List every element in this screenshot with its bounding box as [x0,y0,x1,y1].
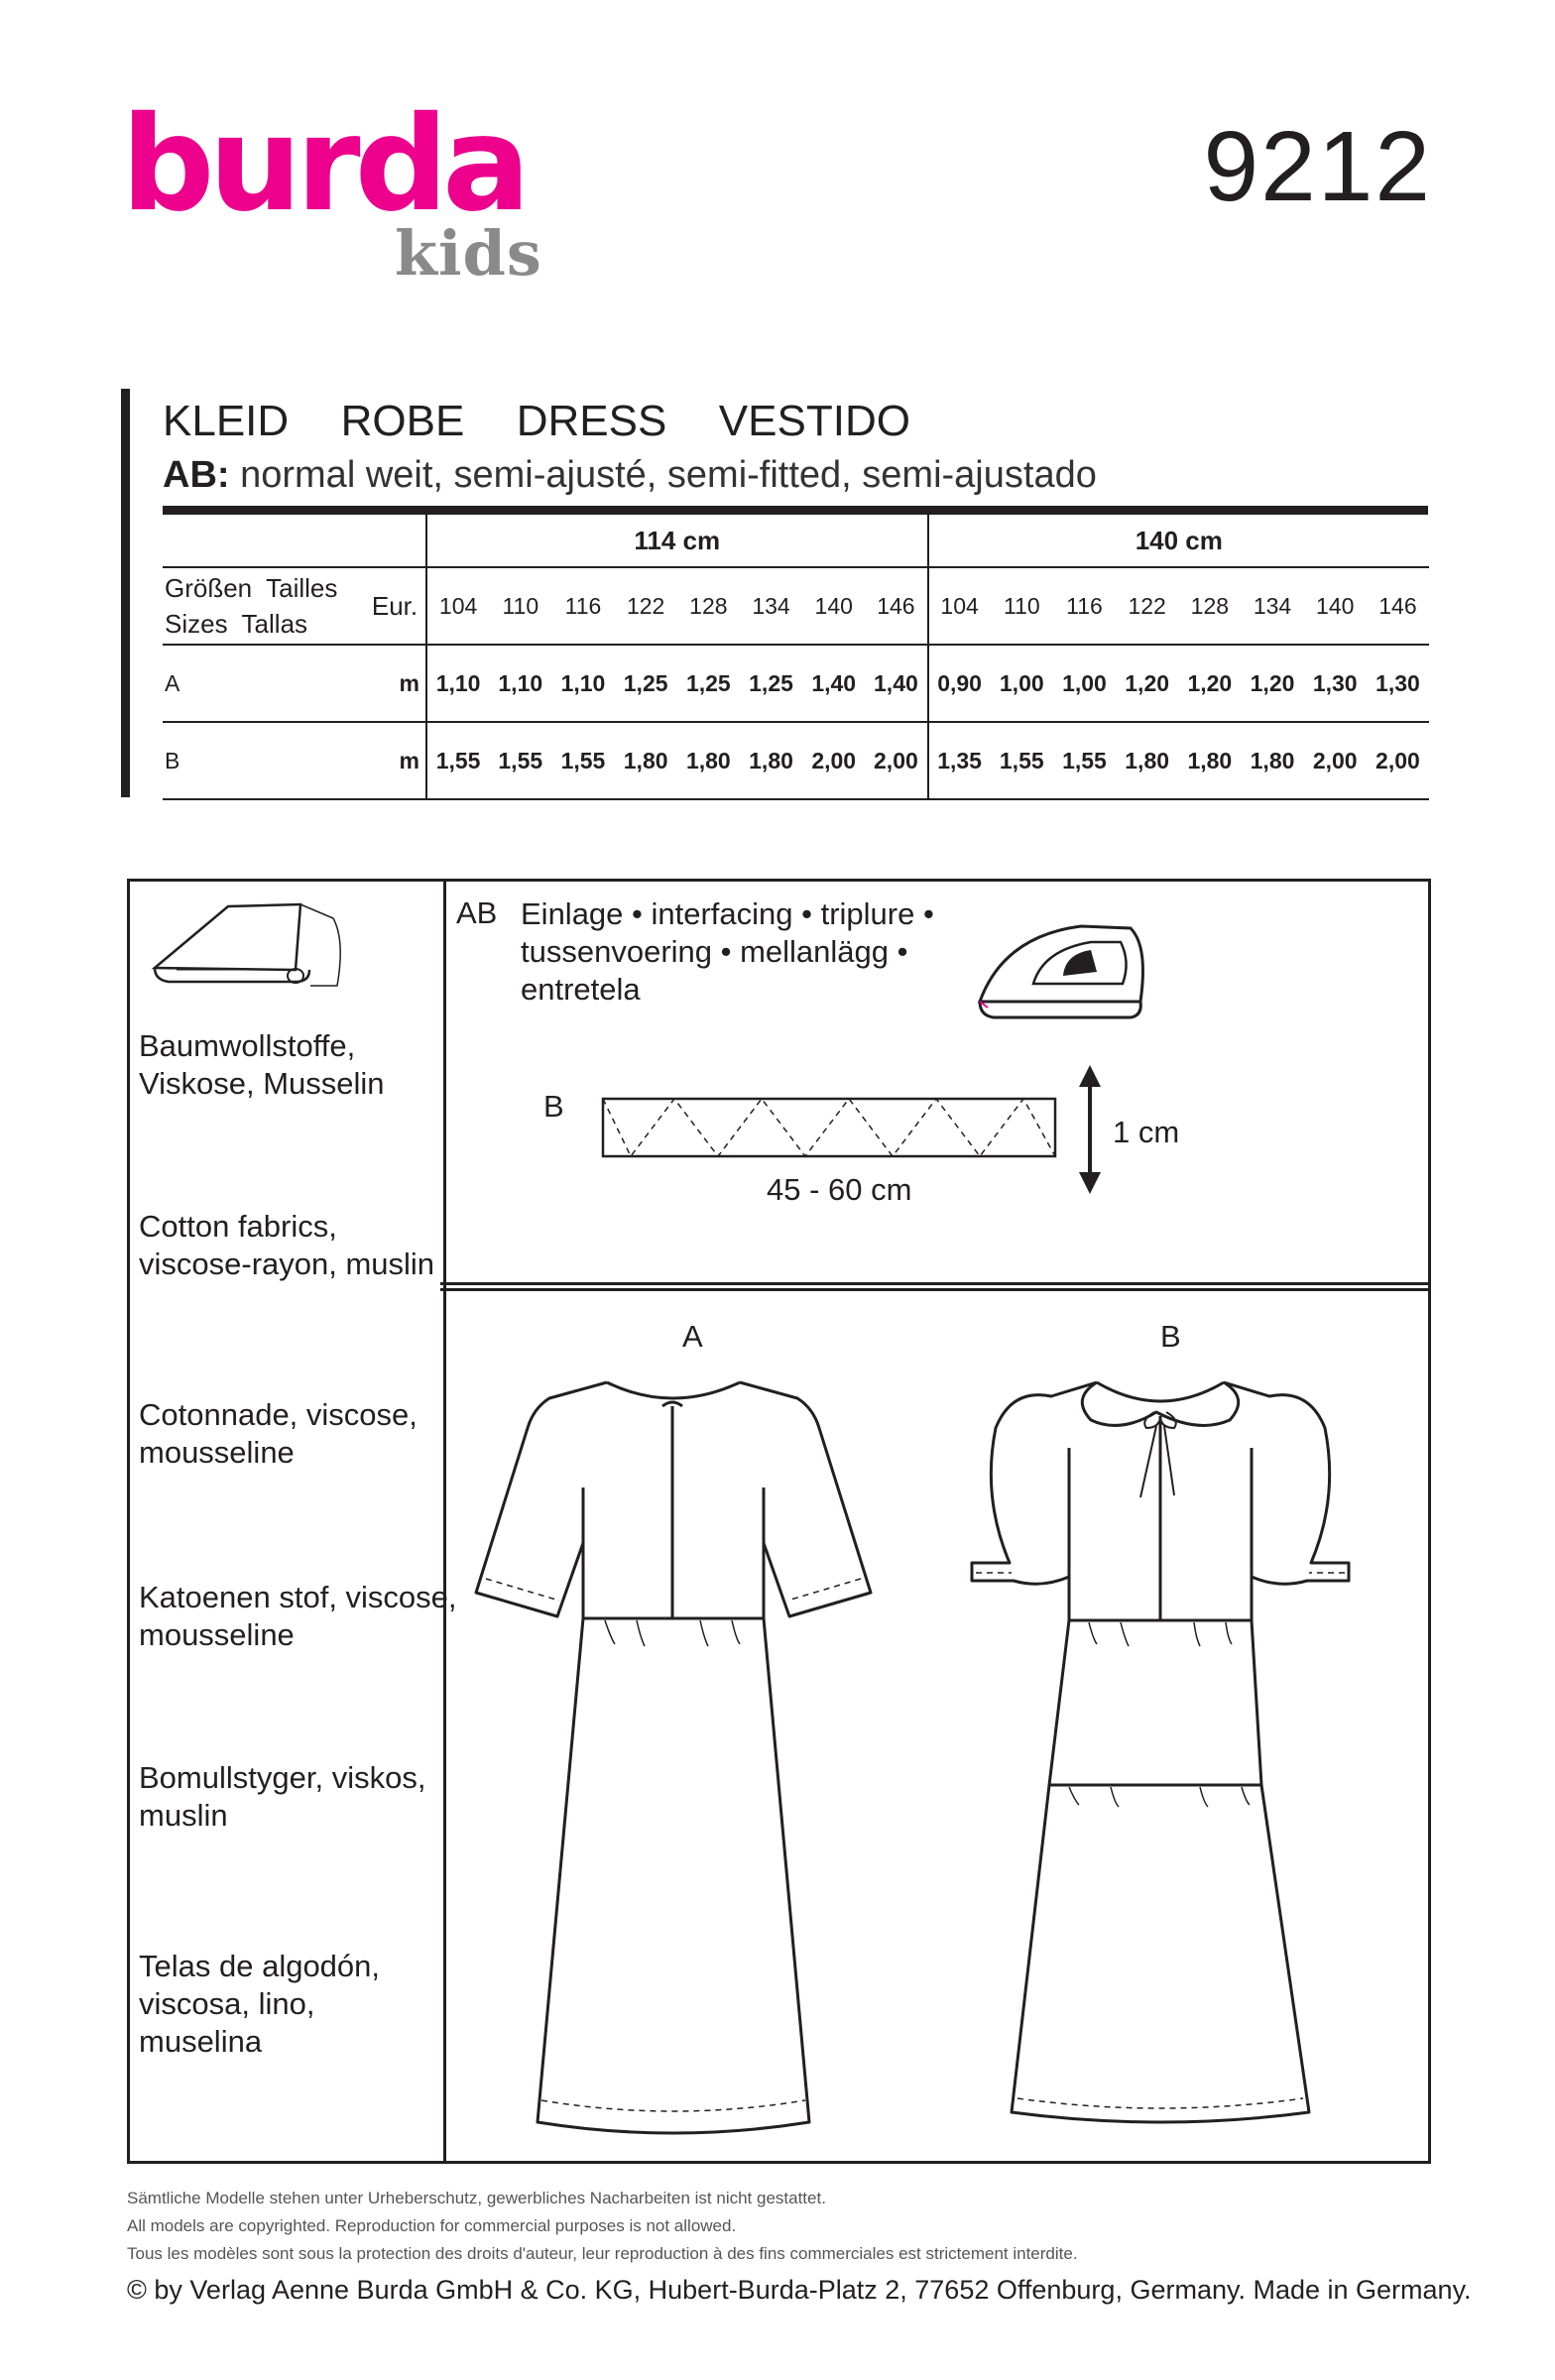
amount-cell: 1,80 [1241,722,1303,799]
amount-cell: 2,00 [802,722,865,799]
size-cell: 146 [865,567,927,645]
size-cell: 140 [1304,567,1367,645]
size-cell: 134 [740,567,802,645]
interfacing-strip [601,1095,1057,1158]
copyright-notice-en: All models are copyrighted. Reproduction for commercial purposes is not allowed. [127,2216,737,2235]
amount-cell: 1,80 [1178,722,1241,799]
fabric-en: Cotton fabrics, viscose-rayon, muslin [139,1209,435,1281]
fabric-sv: Bomullstyger, viskos, muslin [139,1760,426,1833]
kids-logo: kids [395,217,542,290]
view-a-label: A [682,1319,703,1354]
amount-cell: 1,10 [551,645,614,722]
amount-cell: 2,00 [1304,722,1367,799]
amount-cell: 1,25 [740,645,802,722]
amount-cell: 1,25 [677,645,740,722]
size-cell: 116 [1053,567,1116,645]
size-cell: 146 [1367,567,1429,645]
amount-cell: 2,00 [1367,722,1429,799]
interfacing-text: Einlage • interfacing • triplure • tussenvoering • mellanlägg • entretela [521,896,934,1007]
fabric-roll-icon [147,891,355,995]
view-b-label: B [1160,1319,1181,1354]
size-cell: 128 [1178,567,1241,645]
size-cell: 122 [1116,567,1178,645]
width-114: 114 cm [426,515,928,567]
fabric-es: Telas de algodón, viscosa, lino, muselina [139,1949,381,2059]
iron-icon [974,906,1152,1029]
amount-cell: 1,55 [426,722,489,799]
amount-cell: 1,80 [740,722,802,799]
fit-description [163,456,1097,494]
strip-width: 1 cm [1113,1115,1180,1149]
yardage-table [163,515,1429,800]
amount-cell: 1,30 [1367,645,1429,722]
section-bar [121,389,130,797]
row-unit: m [364,645,426,722]
amount-cell: 1,80 [1116,722,1178,799]
size-cell: 128 [677,567,740,645]
eur-label: Eur. [364,567,426,645]
size-label [163,567,364,645]
amount-cell: 1,40 [802,645,865,722]
size-label-line2: Sizes Tallas [165,609,308,639]
amount-cell: 1,55 [489,722,551,799]
size-cell: 122 [615,567,677,645]
copyright-notice-de: Sämtliche Modelle stehen unter Urheberschutz, gewerbliches Nacharbeiten ist nicht gestattet. [127,2189,826,2207]
interfacing-views: AB [456,895,498,930]
fit-views: AB: [163,454,230,496]
amount-cell: 1,00 [991,645,1053,722]
double-arrow-icon [1077,1065,1103,1194]
amount-cell: 0,90 [928,645,991,722]
size-cell: 110 [489,567,551,645]
fabric-fr: Cotonnade, viscose, mousseline [139,1397,418,1470]
amount-cell: 1,10 [489,645,551,722]
amount-cell: 1,80 [677,722,740,799]
amount-cell: 1,25 [615,645,677,722]
fit-text: normal weit, semi-ajusté, semi-fitted, semi-ajustado [229,454,1097,496]
size-cell: 104 [426,567,489,645]
amount-cell: 1,55 [991,722,1053,799]
amount-cell: 1,20 [1241,645,1303,722]
strip-length: 45 - 60 cm [767,1172,912,1207]
fabric-de: Baumwollstoffe, Viskose, Musselin [139,1028,385,1101]
fabric-nl: Katoenen stof, viscose, mousseline [139,1580,457,1652]
row-unit: m [364,722,426,799]
burda-logo: burda [121,88,526,241]
row-view-label: A [163,645,364,722]
amount-cell: 1,20 [1178,645,1241,722]
size-cell: 140 [802,567,865,645]
width-row [163,515,1429,567]
amount-cell: 1,35 [928,722,991,799]
copyright-notice-fr: Tous les modèles sont sous la protection des droits d'auteur, leur reproduction à des fins commerciales est strictement interdite. [127,2244,1078,2263]
dress-b-illustration [952,1368,1369,2162]
strip-view-label: B [543,1089,564,1124]
size-row [163,567,1429,645]
publisher-copyright: © by Verlag Aenne Burda GmbH & Co. KG, Hubert-Burda-Platz 2, 77652 Offenburg, Germany. Made in Germany. [127,2275,1472,2305]
size-cell: 104 [928,567,991,645]
view-a-row [163,645,1429,722]
table-top-rule [163,506,1428,515]
amount-cell: 1,40 [865,645,927,722]
size-cell: 134 [1241,567,1303,645]
size-label-line1: Größen Tailles [165,573,338,603]
amount-cell: 1,55 [551,722,614,799]
amount-cell: 1,80 [615,722,677,799]
size-cell: 110 [991,567,1053,645]
amount-cell: 2,00 [865,722,927,799]
row-view-label: B [163,722,364,799]
amount-cell: 1,55 [1053,722,1116,799]
amount-cell: 1,30 [1304,645,1367,722]
amount-cell: 1,00 [1053,645,1116,722]
dress-a-illustration [466,1368,883,2142]
width-140: 140 cm [928,515,1430,567]
garment-title: KLEID ROBE DRESS VESTIDO [163,397,910,445]
amount-cell: 1,20 [1116,645,1178,722]
size-cell: 116 [551,567,614,645]
pattern-number: 9212 [1203,111,1432,222]
amount-cell: 1,10 [426,645,489,722]
view-b-row [163,722,1429,799]
